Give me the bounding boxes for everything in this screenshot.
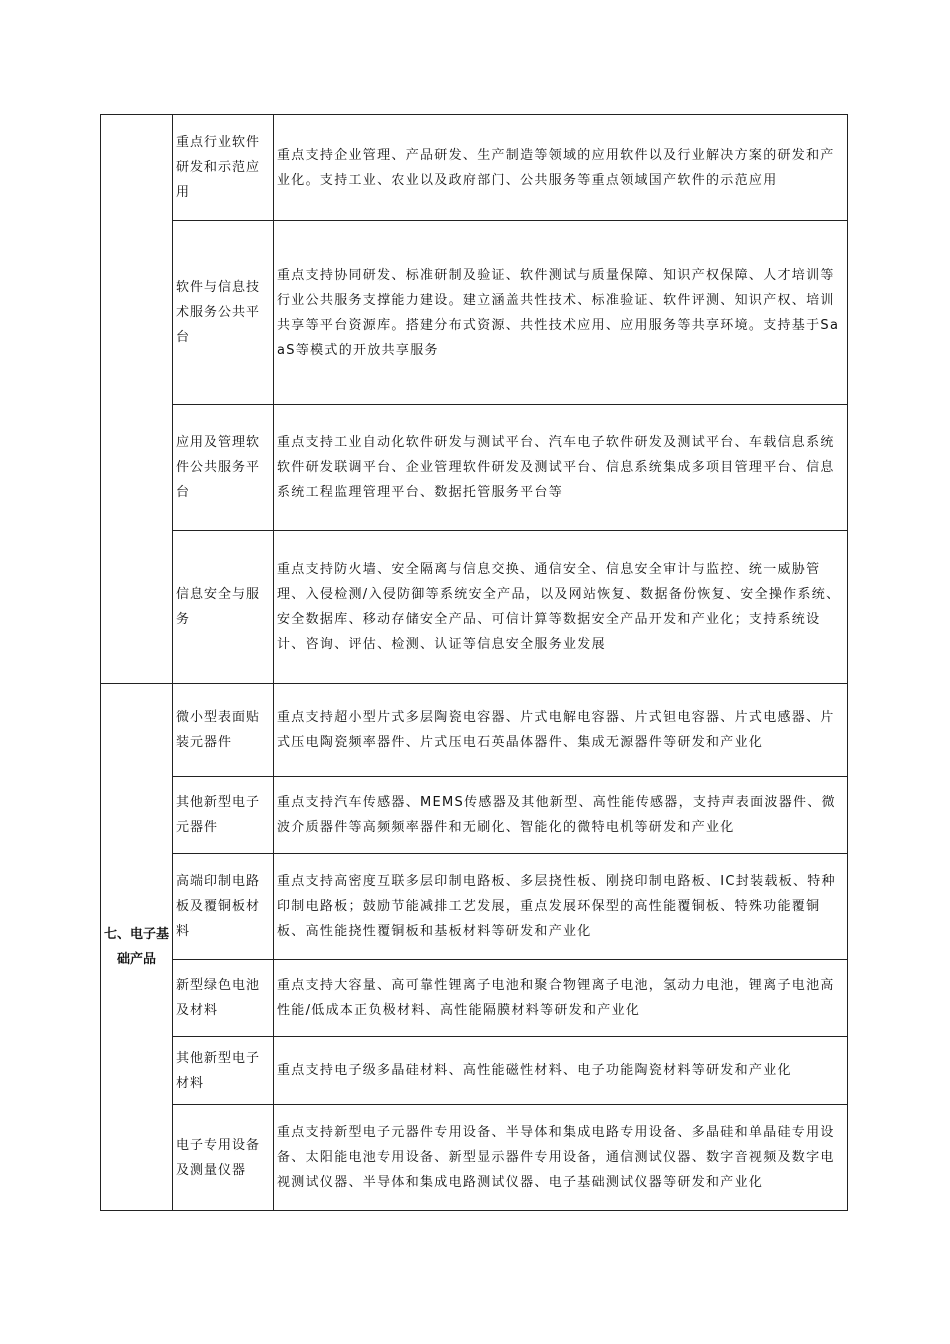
item-description: 重点支持工业自动化软件研发与测试平台、汽车电子软件研发及测试平台、车载信息系统软件研发联调平台、企业管理软件研发及测试平台、信息系统集成多项目管理平台、信息系统工程监理管理平台、数据托管服务平台等	[274, 405, 848, 531]
item-description: 重点支持新型电子元器件专用设备、半导体和集成电路专用设备、多晶硅和单晶硅专用设备、太阳能电池专用设备、新型显示器件专用设备，通信测试仪器、数字音视频及数字电视测试仪器、半导体和集成电路测试仪器、电子基础测试仪器等研发和产业化	[274, 1105, 848, 1211]
table-row	[101, 960, 848, 1037]
item-description: 重点支持汽车传感器、MEMS传感器及其他新型、高性能传感器，支持声表面波器件、微波介质器件等高频频率器件和无刷化、智能化的微特电机等研发和产业化	[274, 777, 848, 854]
item-name: 微小型表面贴装元器件	[173, 684, 274, 777]
item-name: 重点行业软件研发和示范应用	[173, 115, 274, 221]
item-name: 软件与信息技术服务公共平台	[173, 221, 274, 405]
table-row	[101, 777, 848, 854]
table-row	[101, 405, 848, 531]
item-name: 应用及管理软件公共服务平台	[173, 405, 274, 531]
item-description: 重点支持大容量、高可靠性锂离子电池和聚合物锂离子电池，氢动力电池，锂离子电池高性能/低成本正负极材料、高性能隔膜材料等研发和产业化	[274, 960, 848, 1037]
item-description: 重点支持超小型片式多层陶瓷电容器、片式电解电容器、片式钽电容器、片式电感器、片式压电陶瓷频率器件、片式压电石英晶体器件、集成无源器件等研发和产业化	[274, 684, 848, 777]
item-name: 其他新型电子材料	[173, 1037, 274, 1105]
item-name: 新型绿色电池及材料	[173, 960, 274, 1037]
table-row	[101, 854, 848, 960]
item-description: 重点支持高密度互联多层印制电路板、多层挠性板、刚挠印制电路板、IC封装载板、特种印制电路板；鼓励节能减排工艺发展，重点发展环保型的高性能覆铜板、特殊功能覆铜板、高性能挠性覆铜板和基板材料等研发和产业化	[274, 854, 848, 960]
category-cell	[101, 115, 173, 684]
policy-table	[100, 114, 848, 1211]
item-name: 电子专用设备及测量仪器	[173, 1105, 274, 1211]
item-name: 信息安全与服务	[173, 531, 274, 684]
table-row	[101, 531, 848, 684]
category-cell: 七、电子基础产品	[101, 684, 173, 1211]
item-name: 高端印制电路板及覆铜板材料	[173, 854, 274, 960]
table-row	[101, 1037, 848, 1105]
item-description: 重点支持企业管理、产品研发、生产制造等领域的应用软件以及行业解决方案的研发和产业化。支持工业、农业以及政府部门、公共服务等重点领域国产软件的示范应用	[274, 115, 848, 221]
table-row	[101, 684, 848, 777]
item-description: 重点支持协同研发、标准研制及验证、软件测试与质量保障、知识产权保障、人才培训等行业公共服务支撑能力建设。建立涵盖共性技术、标准验证、软件评测、知识产权、培训共享等平台资源库。搭建分布式资源、共性技术应用、应用服务等共享环境。支持基于SaaS等模式的开放共享服务	[274, 221, 848, 405]
table-row	[101, 1105, 848, 1211]
item-name: 其他新型电子元器件	[173, 777, 274, 854]
table-row	[101, 221, 848, 405]
item-description: 重点支持防火墙、安全隔离与信息交换、通信安全、信息安全审计与监控、统一威胁管理、入侵检测/入侵防御等系统安全产品，以及网站恢复、数据备份恢复、安全操作系统、安全数据库、移动存储安全产品、可信计算等数据安全产品开发和产业化；支持系统设计、咨询、评估、检测、认证等信息安全服务业发展	[274, 531, 848, 684]
item-description: 重点支持电子级多晶硅材料、高性能磁性材料、电子功能陶瓷材料等研发和产业化	[274, 1037, 848, 1105]
table-row	[101, 115, 848, 221]
